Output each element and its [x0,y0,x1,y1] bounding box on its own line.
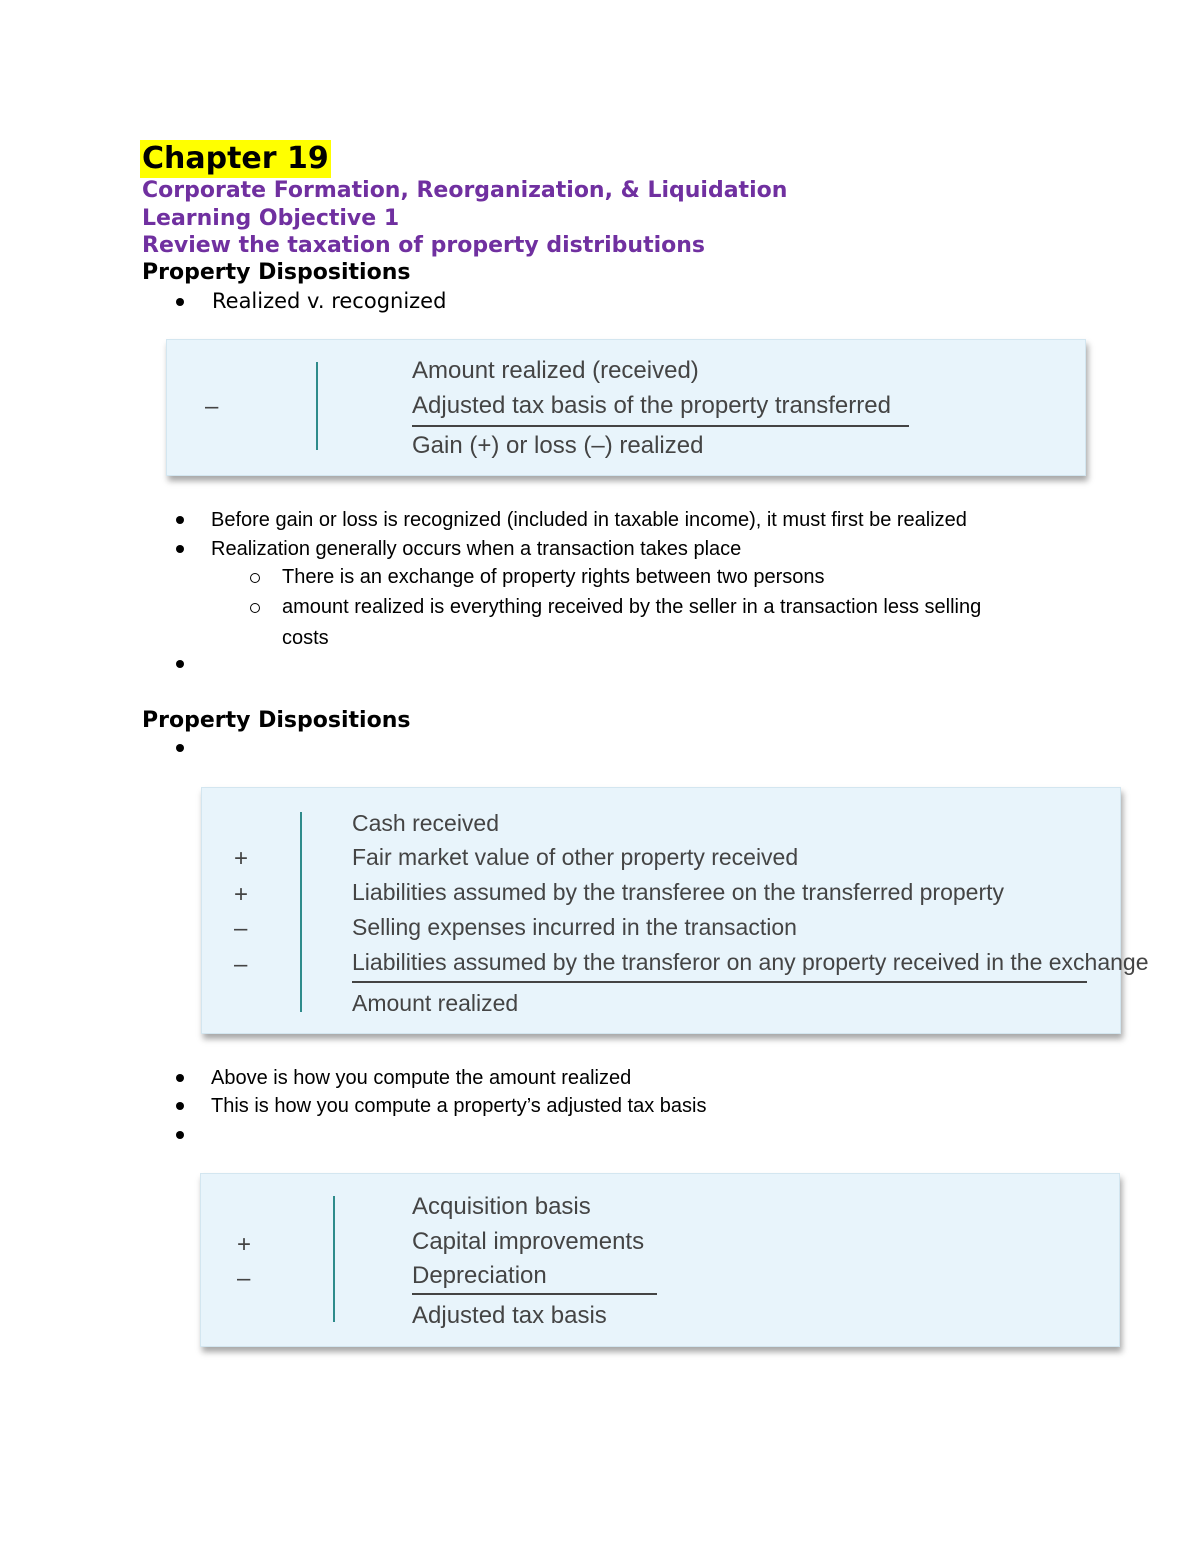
bullet-text: Realized v. recognized [212,289,447,313]
sum-underline [412,1293,657,1295]
bullet-dot [176,298,184,306]
bullet-text: Before gain or loss is recognized (included in taxable income), it must first be realized [211,509,967,531]
sum-underline [352,981,1087,983]
formula-box-adjusted-basis [200,1173,1120,1347]
box-line: Liabilities assumed by the transferee on the transferred property [352,879,1005,905]
objective-title: Review the taxation of property distributions [142,233,706,258]
minus-sign: – [237,1265,251,1292]
bullet-dot [176,744,184,752]
bullet-text: This is how you compute a property’s adjusted tax basis [211,1095,707,1117]
bullet-dot [176,1102,184,1110]
sub-bullet-text: costs [282,627,329,649]
bullet-text: Above is how you compute the amount realized [211,1067,632,1089]
plus-sign: + [234,881,249,908]
box-line: Selling expenses incurred in the transaction [352,914,797,940]
minus-sign: – [205,393,219,420]
bullet-dot [176,545,184,553]
box-line: Capital improvements [412,1228,645,1255]
box-divider [316,362,318,450]
box-line: Cash received [352,810,500,836]
formula-box-amount-realized [201,787,1149,1034]
sub-bullet-circle [250,603,260,613]
sub-bullet-text: amount realized is everything received by the seller in a transaction less selling [282,596,982,618]
bullet-dot [176,660,184,668]
box-divider [333,1196,335,1322]
box-line: Fair market value of other property received [352,844,799,870]
sub-bullet-text: There is an exchange of property rights between two persons [282,566,825,588]
box-line: Liabilities assumed by the transferor on any property received in the exchange [352,949,1149,975]
bullet-dot [176,1131,184,1139]
chapter-title: Chapter 19 [142,141,329,176]
box-line: Amount realized (received) [412,357,699,384]
plus-sign: + [237,1231,252,1258]
learning-objective: Learning Objective 1 [142,206,400,231]
box-divider [300,812,302,1012]
box-result: Amount realized [352,990,519,1016]
chapter-subtitle: Corporate Formation, Reorganization, & Liquidation [142,178,788,203]
minus-sign: – [234,915,248,942]
section-title-2: Property Dispositions [142,708,411,733]
sub-bullet-circle [250,573,260,583]
formula-box-gain-loss [166,339,1086,476]
section-title-1: Property Dispositions [142,260,411,285]
bullet-dot [176,1074,184,1082]
box-line: Adjusted tax basis of the property transferred [412,392,891,419]
box-result: Gain (+) or loss (–) realized [412,432,704,459]
box-line: Acquisition basis [412,1193,591,1220]
bullet-dot [176,516,184,524]
minus-sign: – [234,951,248,978]
box-line: Depreciation [412,1262,547,1289]
sum-underline [412,425,909,427]
bullet-text: Realization generally occurs when a transaction takes place [211,538,742,560]
plus-sign: + [234,845,249,872]
box-result: Adjusted tax basis [412,1302,607,1329]
